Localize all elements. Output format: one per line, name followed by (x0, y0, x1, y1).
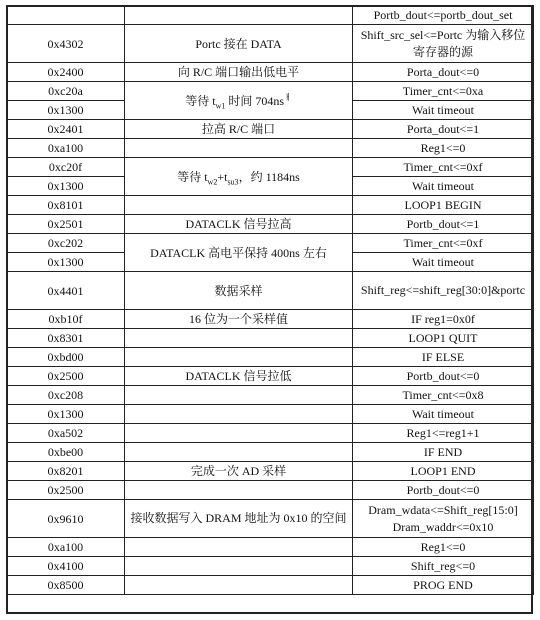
code-cell: 0x8301 (7, 329, 125, 348)
code-cell (7, 6, 125, 25)
table-row (7, 158, 534, 177)
code-cell: 0x2400 (7, 63, 125, 82)
desc-cell: 完成一次 AD 采样 (125, 462, 353, 481)
op-cell: LOOP1 BEGIN (353, 196, 534, 215)
code-cell: 0xa502 (7, 424, 125, 443)
op-cell: Wait timeout (353, 405, 534, 424)
desc-cell (125, 196, 353, 215)
code-cell: 0x8101 (7, 196, 125, 215)
op-line: Dram_wdata<=Shift_reg[15:0] (368, 502, 518, 517)
op-cell: Wait timeout (353, 177, 534, 196)
table-row (7, 234, 534, 253)
code-cell: 0x9610 (7, 500, 125, 538)
code-cell: 0x1300 (7, 177, 125, 196)
desc-cell (125, 557, 353, 576)
desc-cell (125, 481, 353, 500)
desc-cell (125, 348, 353, 367)
desc-cell (125, 158, 353, 196)
code-cell: 0x2500 (7, 481, 125, 500)
table-row (7, 443, 534, 462)
desc-cell: 拉高 R/C 端口 (125, 120, 353, 139)
code-cell: 0xc208 (7, 386, 125, 405)
code-cell: 0x1300 (7, 405, 125, 424)
desc-text: ，约 1184ns (238, 169, 300, 184)
code-cell: 0x2401 (7, 120, 125, 139)
table-row (7, 500, 534, 538)
desc-cell: 数据采样 (125, 272, 353, 310)
table-row (7, 367, 534, 386)
op-cell: Shift_reg<=shift_reg[30:0]&portc (353, 272, 534, 310)
op-cell: Reg1<=0 (353, 139, 534, 158)
op-cell (353, 500, 534, 538)
op-cell: Portb_dout<=1 (353, 215, 534, 234)
desc-text: 等待 t (185, 93, 216, 108)
desc-cell (125, 576, 353, 595)
table-row (7, 82, 534, 101)
code-cell: 0xbe00 (7, 443, 125, 462)
desc-subscript: w1 (215, 100, 226, 110)
table-row (7, 120, 534, 139)
op-cell: IF reg1=0x0f (353, 310, 534, 329)
op-line: Dram_waddr<=0x10 (392, 519, 494, 534)
code-cell: 0x4401 (7, 272, 125, 310)
desc-subscript: su3 (227, 176, 239, 186)
desc-cell: DATACLK 高电平保持 400ns 左右 (125, 234, 353, 272)
table-row (7, 215, 534, 234)
code-cell: 0xa100 (7, 139, 125, 158)
desc-subscript: w2 (207, 176, 218, 186)
code-cell: 0x4100 (7, 557, 125, 576)
table-row (7, 196, 534, 215)
desc-cell: 接收数据写入 DRAM 地址为 0x10 的空间 (125, 500, 353, 538)
op-cell: Porta_dout<=0 (353, 63, 534, 82)
desc-cell: DATACLK 信号拉低 (125, 367, 353, 386)
table-row (7, 424, 534, 443)
op-cell: Reg1<=reg1+1 (353, 424, 534, 443)
table-row (7, 25, 534, 63)
table-row (7, 63, 534, 82)
code-cell: 0xc20f (7, 158, 125, 177)
desc-cell (125, 329, 353, 348)
op-cell: Shift_reg<=0 (353, 557, 534, 576)
desc-cell (125, 538, 353, 557)
code-cell: 0xc202 (7, 234, 125, 253)
table-row (7, 538, 534, 557)
op-cell: Reg1<=0 (353, 538, 534, 557)
op-cell: Portb_dout<=0 (353, 367, 534, 386)
desc-cell (125, 424, 353, 443)
op-cell: IF ELSE (353, 348, 534, 367)
desc-text: 时间 704ns (225, 93, 285, 108)
table-row (7, 139, 534, 158)
op-cell: Portb_dout<=portb_dout_set (353, 6, 534, 25)
code-cell: 0x1300 (7, 101, 125, 120)
desc-cell: Portc 接在 DATA (125, 25, 353, 63)
desc-text: +t (217, 169, 228, 184)
op-cell: Timer_cnt<=0xf (353, 234, 534, 253)
table-row (7, 386, 534, 405)
op-cell: Wait timeout (353, 253, 534, 272)
op-cell: LOOP1 QUIT (353, 329, 534, 348)
op-cell: Timer_cnt<=0x8 (353, 386, 534, 405)
table-row (7, 481, 534, 500)
op-cell: Timer_cnt<=0xf (353, 158, 534, 177)
instruction-table (6, 5, 534, 595)
table-row (7, 348, 534, 367)
table-row (7, 329, 534, 348)
code-cell: 0xb10f (7, 310, 125, 329)
op-cell: PROG END (353, 576, 534, 595)
desc-text: 等待 t (177, 169, 208, 184)
table-row (7, 557, 534, 576)
desc-cell (125, 405, 353, 424)
desc-cell (125, 82, 353, 120)
table-row (7, 6, 534, 25)
table-row (7, 576, 534, 595)
op-cell: Portb_dout<=0 (353, 481, 534, 500)
op-cell: Shift_src_sel<=Portc 为输入移位寄存器的源 (353, 25, 534, 63)
code-cell: 0xbd00 (7, 348, 125, 367)
op-cell: Porta_dout<=1 (353, 120, 534, 139)
desc-cell (125, 139, 353, 158)
table-row (7, 462, 534, 481)
desc-cell: DATACLK 信号拉高 (125, 215, 353, 234)
code-cell: 0x8500 (7, 576, 125, 595)
table-row (7, 405, 534, 424)
desc-cell: 向 R/C 端口输出低电平 (125, 63, 353, 82)
code-cell: 0x4302 (7, 25, 125, 63)
code-cell: 0xc20a (7, 82, 125, 101)
desc-superscript: ㅐ (284, 92, 292, 102)
desc-cell: 16 位为一个采样值 (125, 310, 353, 329)
code-cell: 0x2501 (7, 215, 125, 234)
table-row (7, 272, 534, 310)
code-cell: 0xa100 (7, 538, 125, 557)
op-cell: LOOP1 END (353, 462, 534, 481)
op-cell: Timer_cnt<=0xa (353, 82, 534, 101)
op-cell: Wait timeout (353, 101, 534, 120)
desc-cell (125, 443, 353, 462)
code-cell: 0x8201 (7, 462, 125, 481)
code-cell: 0x2500 (7, 367, 125, 386)
op-cell: IF END (353, 443, 534, 462)
desc-cell (125, 6, 353, 25)
code-cell: 0x1300 (7, 253, 125, 272)
table-row (7, 310, 534, 329)
desc-cell (125, 386, 353, 405)
